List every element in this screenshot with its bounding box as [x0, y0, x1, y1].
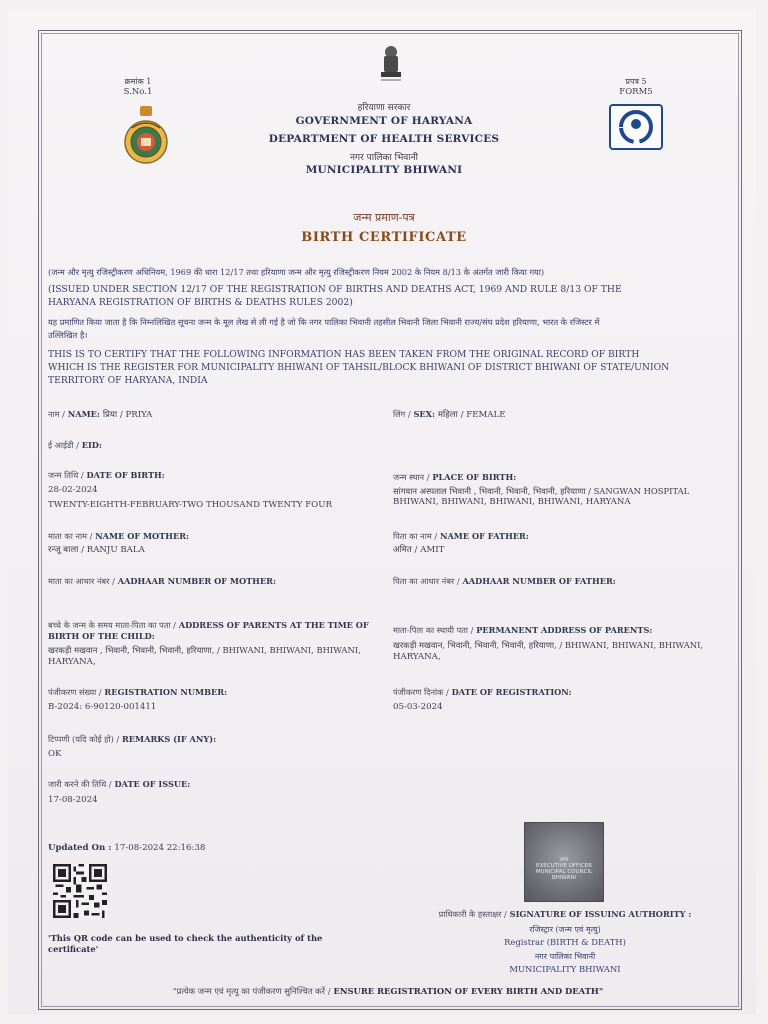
title-hindi: जन्म प्रमाण-पत्र — [353, 211, 415, 224]
qr-note-2: certificate' — [48, 944, 99, 954]
govt-title: GOVERNMENT OF HARYANA — [295, 115, 473, 127]
inner-border — [41, 33, 739, 1007]
updated-on — [48, 843, 378, 855]
haryana-seal-icon — [122, 104, 170, 166]
pob-label-hindi: जन्म स्थान / — [393, 472, 430, 482]
eid-label-hindi: ई आईडी / — [48, 440, 79, 450]
dob-words: TWENTY-EIGHTH-FEBRUARY-TWO THOUSAND TWENTY FOUR — [48, 500, 332, 510]
reg-date-value: 05-03-2024 — [393, 702, 443, 712]
form-number: FORM5 — [619, 87, 653, 97]
name-field — [48, 409, 378, 422]
intro-en-2a: THIS IS TO CERTIFY THAT THE FOLLOWING INFORMATION HAS BEEN TAKEN FROM THE ORIGINAL RECORD OF BIRTH — [48, 349, 640, 360]
issue-date-value: 17-08-2024 — [48, 795, 98, 805]
eid-label: EID: — [81, 440, 102, 450]
sex-value: महिला / FEMALE — [437, 410, 506, 420]
pob-label-row — [393, 472, 733, 483]
mother-value: रन्जू बाला / RANJU BALA — [48, 545, 145, 555]
address-perm-label-row — [393, 625, 738, 636]
intro-hindi-1: (जन्म और मृत्यु रजिस्ट्रीकरण अधिनियम, 1969 की धारा 12/17 तथा हरियाणा जन्म और मृत्यु रजिस्ट्रीकरण नियम 2002 के नियम 8/13 के अंतर्गत जारी किया गया) — [48, 267, 545, 277]
remarks-label: REMARKS (IF ANY): — [122, 734, 217, 744]
intro-en-1a: (ISSUED UNDER SECTION 12/17 OF THE REGISTRATION OF BIRTHS AND DEATHS ACT, 1969 AND RULE 8/13 OF THE — [48, 284, 622, 295]
address-birth-label-2: BIRTH OF THE CHILD: — [48, 631, 155, 641]
address-birth-label-row — [48, 620, 383, 631]
signature-label-row — [430, 909, 700, 920]
national-emblem-icon — [378, 44, 404, 84]
registrar-hindi: रजिस्ट्रार (जन्म एवं मृत्यु) — [529, 925, 601, 934]
father-label-row — [393, 531, 723, 542]
updated-on-label: Updated On : — [48, 843, 112, 853]
address-birth-value-2: HARYANA, — [48, 657, 96, 667]
name-label: NAME: — [67, 409, 100, 419]
pob-value-2: BHIWANI, BHIWANI, BHIWANI, BHIWANI, HARYANA — [393, 497, 631, 507]
govt-hindi: हरियाणा सरकार — [357, 103, 411, 113]
pob-value-1: सांगवान अस्पताल भिवानी , भिवानी, भिवानी, भिवानी, हरियाणा / SANGWAN HOSPITAL — [393, 486, 690, 496]
father-value: अमित / AMIT — [393, 545, 445, 555]
aadhaar-mother-label-hindi: माता का आधार नंबर / — [48, 576, 115, 586]
sex-label: SEX: — [413, 409, 436, 419]
name-value: प्रिया / PRIYA — [102, 410, 153, 420]
crs-logo-icon — [609, 104, 663, 150]
serial-number-hindi: क्रमांक 1 — [124, 77, 152, 86]
aadhaar-mother-label: AADHAAR NUMBER OF MOTHER: — [117, 576, 276, 586]
registrar-municipality: MUNICIPALITY BHIWANI — [509, 964, 621, 974]
stamp-line-1: नगर — [559, 857, 569, 863]
intro-en-2b: WHICH IS THE REGISTER FOR MUNICIPALITY BHIWANI OF TAHSIL/BLOCK BHIWANI OF DISTRICT BHIWANI OF STATE/UNION — [48, 362, 670, 373]
dept-title: DEPARTMENT OF HEALTH SERVICES — [268, 133, 500, 145]
stamp-line-2: EXECUTIVE OFFICER — [536, 863, 592, 869]
remarks-label-row — [48, 734, 378, 745]
remarks-value: OK — [48, 749, 62, 759]
issue-date-label-row — [48, 779, 378, 790]
signature-label-hindi: प्राधिकारी के हस्ताक्षर / — [438, 909, 507, 919]
stamp-line-4: BHIWANI — [551, 875, 577, 881]
stamp-line-3: MUNICIPAL COUNCIL — [535, 869, 593, 875]
remarks-label-hindi: टिप्पणी (यदि कोई हो) / — [48, 734, 120, 744]
dob-label-row — [48, 470, 378, 481]
pob-label: PLACE OF BIRTH: — [432, 472, 517, 482]
address-birth-value-1: खरकड़ी मखवान , भिवानी, भिवानी, भिवानी, हरियाणा, / BHIWANI, BHIWANI, BHIWANI, — [48, 645, 361, 655]
dob-label-hindi: जन्म तिथि / — [48, 470, 84, 480]
aadhaar-father-label-hindi: पिता का आधार नंबर / — [393, 576, 460, 586]
intro-en-1b: HARYANA REGISTRATION OF BIRTHS & DEATHS RULES 2002) — [48, 297, 353, 308]
aadhaar-father-label: AADHAAR NUMBER OF FATHER: — [462, 576, 616, 586]
address-birth-label: ADDRESS OF PARENTS AT THE TIME OF — [178, 620, 369, 630]
reg-date-label-row — [393, 687, 723, 698]
dob-value: 28-02-2024 — [48, 485, 98, 495]
reg-number-value: B-2024: 6-90120-001411 — [48, 702, 157, 712]
reg-date-label-hindi: पंजीकरण दिनांक / — [393, 687, 449, 697]
dob-label: DATE OF BIRTH: — [86, 470, 165, 480]
name-label-hindi: नाम / — [48, 409, 65, 419]
eid-field — [48, 440, 378, 451]
signature-label: SIGNATURE OF ISSUING AUTHORITY : — [509, 909, 692, 919]
address-perm-label-hindi: माता-पिता का स्थायी पता / — [393, 625, 474, 635]
mother-label-row — [48, 531, 378, 542]
slogan-en: ENSURE REGISTRATION OF EVERY BIRTH AND DEATH" — [333, 986, 604, 996]
address-perm-value-1: खरकड़ी मखवान, भिवानी, भिवानी, भिवानी, हरियाणा, / BHIWANI, BHIWANI, BHIWANI, — [393, 640, 704, 650]
official-stamp — [524, 822, 604, 902]
aadhaar-father-field — [393, 576, 723, 587]
slogan — [48, 986, 728, 997]
father-label: NAME OF FATHER: — [439, 531, 529, 541]
updated-on-value: 17-08-2024 22:16:38 — [114, 843, 206, 853]
mother-label-hindi: माता का नाम / — [48, 531, 93, 541]
father-label-hindi: पिता का नाम / — [393, 531, 438, 541]
reg-date-label: DATE OF REGISTRATION: — [451, 687, 572, 697]
intro-hindi-2b: उल्लिखित है। — [48, 330, 88, 340]
reg-number-label: REGISTRATION NUMBER: — [104, 687, 228, 697]
issue-date-label: DATE OF ISSUE: — [114, 779, 191, 789]
sex-label-hindi: लिंग / — [393, 409, 411, 419]
qr-note-1: 'This QR code can be used to check the authenticity of the — [48, 933, 323, 943]
address-perm-value-2: HARYANA, — [393, 652, 441, 662]
qr-code-icon[interactable] — [53, 864, 107, 918]
municipality-hindi: नगर पालिका भिवानी — [350, 153, 418, 163]
intro-en-2c: TERRITORY OF HARYANA, INDIA — [48, 375, 208, 386]
form-number-hindi: प्रपत्र 5 — [625, 77, 647, 86]
reg-number-label-row — [48, 687, 378, 698]
slogan-hindi: "प्रत्येक जन्म एवं मृत्यु का पंजीकरण सुनिश्चित करें / — [172, 986, 331, 996]
municipality-title: MUNICIPALITY BHIWANI — [305, 164, 463, 176]
certificate-title: BIRTH CERTIFICATE — [301, 230, 467, 245]
reg-number-label-hindi: पंजीकरण संख्या / — [48, 687, 102, 697]
registrar-municipality-hindi: नगर पालिका भिवानी — [534, 952, 596, 961]
address-perm-label: PERMANENT ADDRESS OF PARENTS: — [476, 625, 653, 635]
mother-label: NAME OF MOTHER: — [95, 531, 190, 541]
sex-field — [393, 409, 723, 422]
address-birth-label-hindi: बच्चे के जन्म के समय माता-पिता का पता / — [48, 620, 176, 630]
registrar-title: Registrar (BIRTH & DEATH) — [504, 937, 626, 947]
serial-number: S.No.1 — [123, 87, 153, 97]
aadhaar-mother-field — [48, 576, 378, 587]
issue-date-label-hindi: जारी करने की तिथि / — [48, 779, 112, 789]
intro-hindi-2a: यह प्रमाणित किया जाता है कि निम्नलिखित सूचना जन्म के मूल लेख से ली गई है जो कि नगर पालिका भिवानी तहसील भिवानी जिला भिवानी राज्य/संघ प्रदेश हरियाणा, भारत के रजिस्टर में — [48, 317, 600, 327]
